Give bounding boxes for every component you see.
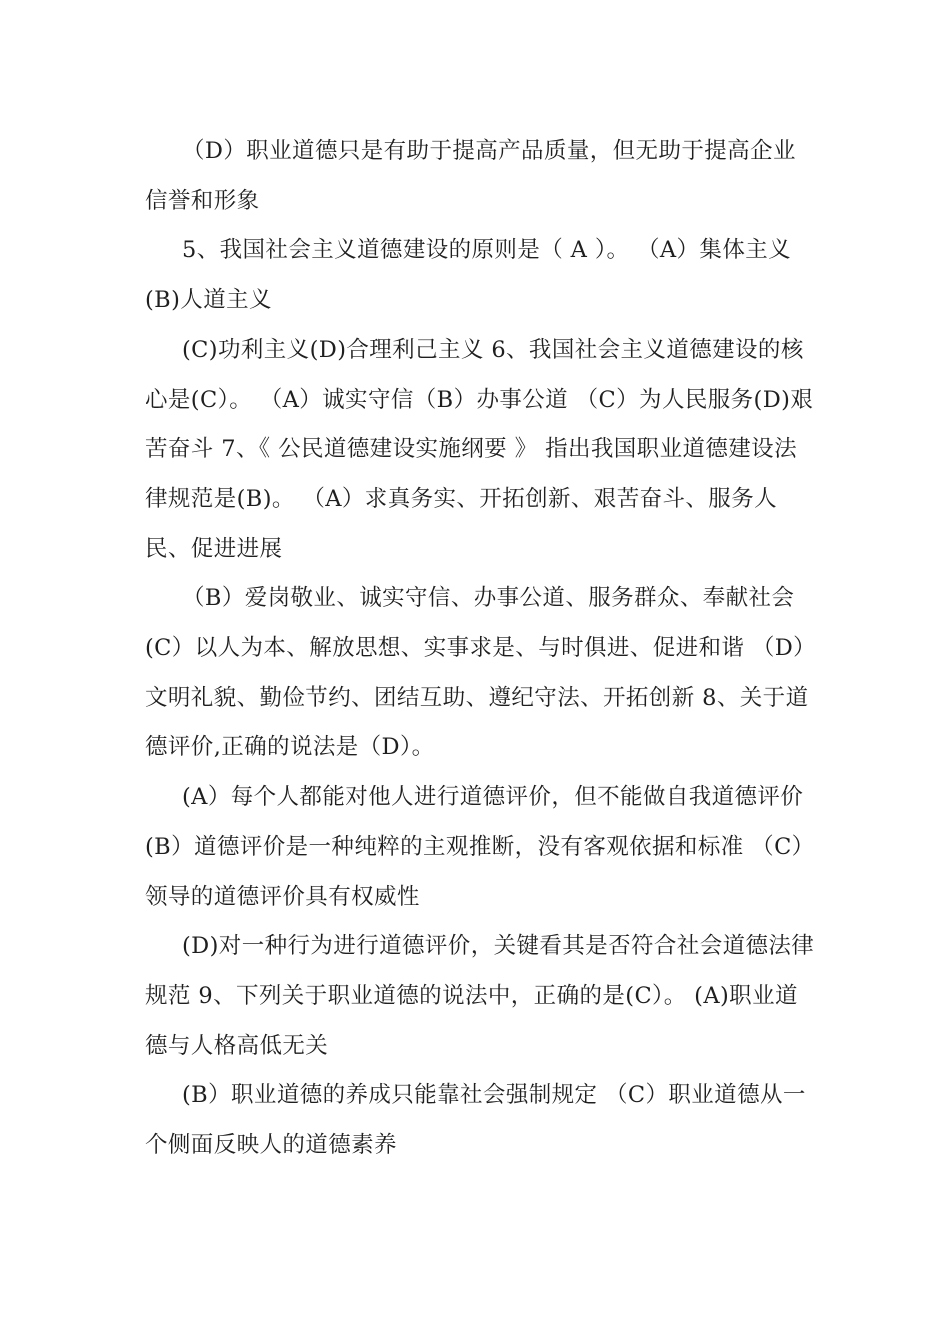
paragraph-question-5: 5、我国社会主义道德建设的原则是（ A ）。 （A）集体主义 (B)人道主义: [145, 237, 799, 314]
paragraph-question-9-options: (B）职业道德的养成只能靠社会强制规定 （C）职业道德从一个侧面反映人的道德素养: [145, 1082, 806, 1159]
paragraph-question-7-options-8: （B）爱岗敬业、诚实守信、办事公道、服务群众、奉献社会 (C）以人为本、解放思想、实事求是、与时俱进、促进和谐 （D）文明礼貌、勤俭节约、团结互助、遵纪守法、开拓创新 8、关于道德评价,正确的说法是（D）。: [145, 585, 809, 761]
document-body: [145, 127, 815, 1171]
paragraph-question-6-7: (C)功利主义(D)合理利己主义 6、我国社会主义道德建设的核心是(C）。 （A）诚实守信（B）办事公道 （C）为人民服务(D)艰苦奋斗 7、《 公民道德建设实施纲要 》 指出我国职业道德建设法律规范是(B)。 （A）求真务实、开拓创新、艰苦奋斗、服务人民、促进进展: [145, 336, 814, 562]
paragraph-question-8-options: (A）每个人都能对他人进行道德评价，但不能做自我道德评价 (B）道德评价是一种纯粹的主观推断，没有客观依据和标准 （C）领导的道德评价具有权威性: [145, 784, 815, 910]
paragraph-question-9: (D)对一种行为进行道德评价，关键看其是否符合社会道德法律规范 9、下列关于职业道德的说法中，正确的是(C）。 (A)职业道德与人格高低无关: [145, 933, 815, 1059]
paragraph-option-d-quality: （D）职业道德只是有助于提高产品质量，但无助于提高企业信誉和形象: [145, 138, 796, 214]
